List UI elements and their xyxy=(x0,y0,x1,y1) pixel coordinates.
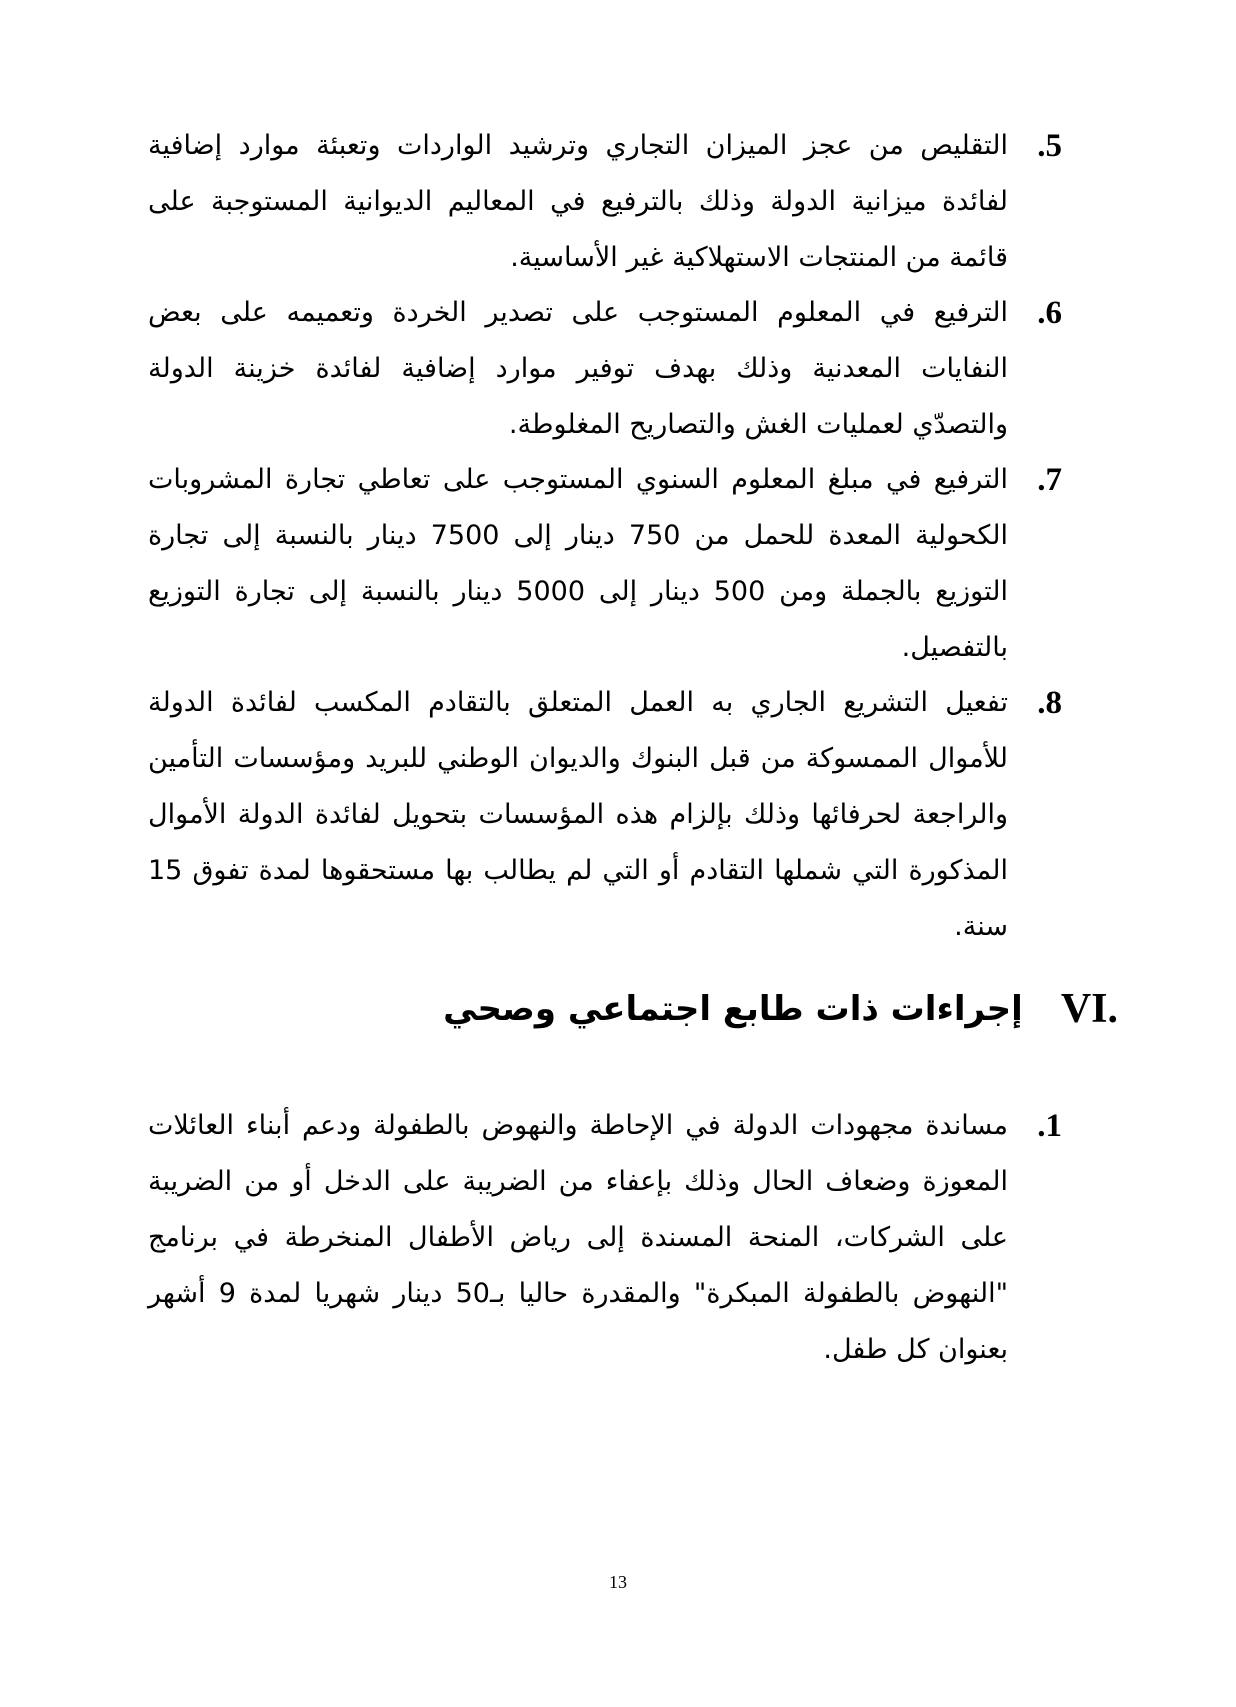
item-text: مساندة مجهودات الدولة في الإحاطة والنهوض بالطفولة ودعم أبناء العائلات المعوزة وضعاف الحال وذلك بإعفاء من الضريبة على الدخل أو من الضريبة على الشركات، المنحة المسندة إلى رياض الأطفال المنخرطة في برنامج "النهوض بالطفولة المبكرة" والمقدرة حاليا بـ50 دينار شهريا لمدة 9 أشهر بعنوان كل طفل. xyxy=(148,1110,1008,1365)
list-item-6 xyxy=(148,285,1060,453)
item-text: التقليص من عجز الميزان التجاري وترشيد الواردات وتعبئة موارد إضافية لفائدة ميزانية الدولة وذلك بالترفيع في المعاليم الديوانية المستوجبة على قائمة من المنتجات الاستهلاكية غير الأساسية. xyxy=(148,130,1008,273)
item-text: تفعيل التشريع الجاري به العمل المتعلق بالتقادم المكسب لفائدة الدولة للأموال الممسوكة من قبل البنوك والديوان الوطني للبريد ومؤسسات التأمين والراجعة لحرفائها وذلك بإلزام هذه المؤسسات بتحويل لفائدة الدولة الأموال المذكورة التي شملها التقادم أو التي لم يطالب بها مستحقوها لمدة تفوق 15 سنة. xyxy=(148,687,1008,942)
list-item-5 xyxy=(148,118,1060,286)
item-number: .8 xyxy=(1037,685,1062,721)
item-number: .7 xyxy=(1037,462,1062,498)
item-text: الترفيع في مبلغ المعلوم السنوي المستوجب على تعاطي تجارة المشروبات الكحولية المعدة للحمل من 750 دينار إلى 7500 دينار بالنسبة إلى تجارة التوزيع بالجملة ومن 500 دينار إلى 5000 دينار بالنسبة إلى تجارة التوزيع بالتفصيل. xyxy=(148,464,1008,663)
list-item-8 xyxy=(148,675,1060,955)
item-number: .5 xyxy=(1037,128,1062,164)
page-number: 13 xyxy=(609,1572,627,1592)
item-number: .6 xyxy=(1037,295,1062,331)
item-number: .1 xyxy=(1037,1108,1062,1144)
item-text: الترفيع في المعلوم المستوجب على تصدير الخردة وتعميمه على بعض النفايات المعدنية وذلك بهدف توفير موارد إضافية لفائدة خزينة الدولة والتصدّي لعمليات الغش والتصاريح المغلوطة. xyxy=(148,297,1008,440)
section-title: إجراءات ذات طابع اجتماعي وصحي xyxy=(443,989,1023,1029)
section-heading xyxy=(443,974,1118,1044)
list-item-7 xyxy=(148,452,1060,676)
list-item-1 xyxy=(148,1098,1060,1378)
section-number: VI. xyxy=(1060,986,1118,1032)
